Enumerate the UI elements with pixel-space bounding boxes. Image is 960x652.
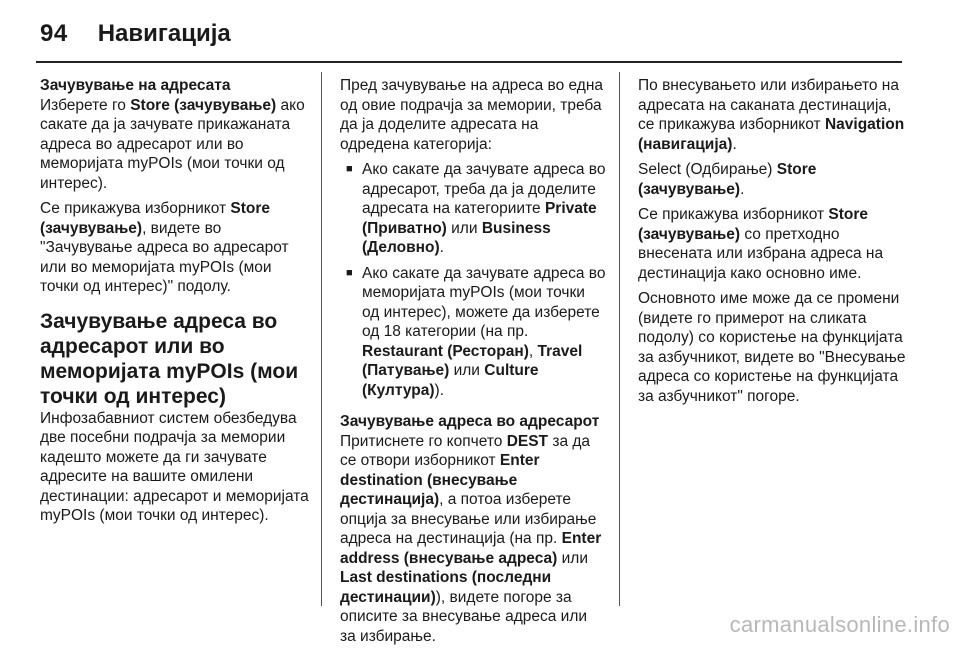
text-run: Притиснете го копчето bbox=[340, 432, 507, 450]
text-run: , а потоа изберете опција за внесување или избирање адреса на дестинација (на пр. bbox=[340, 491, 597, 547]
paragraph bbox=[40, 96, 310, 194]
bold-term: Private (Приватно) bbox=[362, 200, 597, 237]
column-left bbox=[40, 76, 310, 532]
text-run: Изберете го bbox=[40, 96, 131, 114]
bold-term: Navigation (навигација) bbox=[638, 116, 905, 153]
paragraph: Инфозабавниот систем обезбедува две посебни подрачја за мемории кадешто можете да ги зачувате адресите на вашите омилени дестинации: адресарот и меморијата myPOIs (мои точки од интерес). bbox=[40, 409, 309, 524]
bold-term: Enter destination (внесување дестинација) bbox=[340, 452, 540, 508]
text-run: или bbox=[557, 549, 588, 567]
text-run: Select (Одбирање) bbox=[638, 161, 777, 178]
category-list bbox=[340, 160, 606, 400]
text-run: или bbox=[449, 362, 485, 379]
text-run: ), видете погоре за описите за внесување адреса или за избирање. bbox=[340, 588, 588, 645]
paragraph bbox=[638, 160, 908, 199]
text-run: ако сакате да ја зачувате прикажаната адреса во адресарот или во меморијата myPOIs (мои точки од интерес). bbox=[40, 96, 305, 192]
text-run: . bbox=[439, 239, 444, 256]
bold-term: Culture (Култура) bbox=[362, 362, 539, 399]
text-run: Се прикажува изборникот bbox=[40, 200, 231, 217]
watermark: carmanualsonline.info bbox=[729, 612, 950, 637]
text-run: за да се отвори изборникот bbox=[340, 432, 591, 469]
text-run: Се прикажува изборникот bbox=[638, 206, 829, 223]
column-middle bbox=[340, 76, 606, 652]
text-run: . bbox=[740, 180, 745, 198]
page-title: Навигација bbox=[97, 20, 231, 47]
text-run: По внесувањето или избирањето на адресата на саканата дестинација, се прикажува изборникот bbox=[638, 77, 899, 133]
text-run: со претходно внесената или избрана адреса на дестинација како основно име. bbox=[638, 225, 884, 282]
bold-term: Store (зачувување) bbox=[638, 161, 817, 198]
bold-term: DEST bbox=[506, 432, 549, 450]
paragraph bbox=[40, 199, 310, 297]
text-run: Ако сакате да зачувате адреса во меморијата myPOIs (мои точки од интерес), можете да изберете од 18 категории (на пр. bbox=[362, 264, 606, 340]
bold-term: Travel (Патување) bbox=[362, 342, 583, 379]
page-number: 94 bbox=[40, 20, 68, 47]
text-run: , видете во "Зачувување адреса во адресарот или во меморијата myPOIs (мои точки од интерес)" подолу. bbox=[40, 219, 289, 295]
text-run: Ако сакате да зачувате адреса во адресарот, треба да ја доделите адресата на категориите bbox=[362, 161, 606, 217]
header-divider bbox=[36, 61, 902, 63]
paragraph: Основното име може да се промени (видете го примерот на сликата подолу) со користење на функцијата за азбучникот, видете во "Внесување адреса со користење на функцијата за азбучникот" погоре. bbox=[638, 290, 906, 405]
bold-term: Store (зачувување) bbox=[638, 206, 869, 243]
text-run: . bbox=[732, 135, 737, 153]
text-run: ). bbox=[434, 381, 444, 399]
subheading-save-address: Зачувување на адресата bbox=[40, 77, 231, 94]
paragraph bbox=[340, 432, 606, 647]
bold-term: Restaurant (Ресторан) bbox=[362, 342, 529, 360]
text-run: , bbox=[528, 342, 538, 360]
column-divider-1 bbox=[321, 72, 322, 606]
bold-term: Store (зачувување) bbox=[40, 200, 271, 237]
page-header bbox=[40, 14, 231, 54]
bold-term: Enter address (внесување адреса) bbox=[340, 530, 602, 567]
bold-term: Store (зачувување) bbox=[130, 96, 277, 114]
paragraph bbox=[638, 205, 908, 283]
paragraph: Пред зачувување на адреса во една од овие подрачја за мемории, треба да ја доделите адресата на одредена категорија: bbox=[340, 77, 604, 153]
column-divider-2 bbox=[619, 72, 620, 606]
list-item bbox=[340, 264, 606, 401]
bold-term: Last destinations (последни дестинации) bbox=[340, 569, 552, 606]
column-right bbox=[638, 76, 908, 412]
section-heading: Зачувување адреса во адресарот или во меморијата myPOIs (мои точки од интерес) bbox=[40, 309, 299, 408]
list-item bbox=[340, 160, 606, 258]
bold-term: Business (Деловно) bbox=[362, 219, 551, 256]
subheading-address-book: Зачувување адреса во адресарот bbox=[340, 413, 600, 430]
paragraph bbox=[638, 76, 908, 154]
text-run: или bbox=[446, 219, 482, 237]
